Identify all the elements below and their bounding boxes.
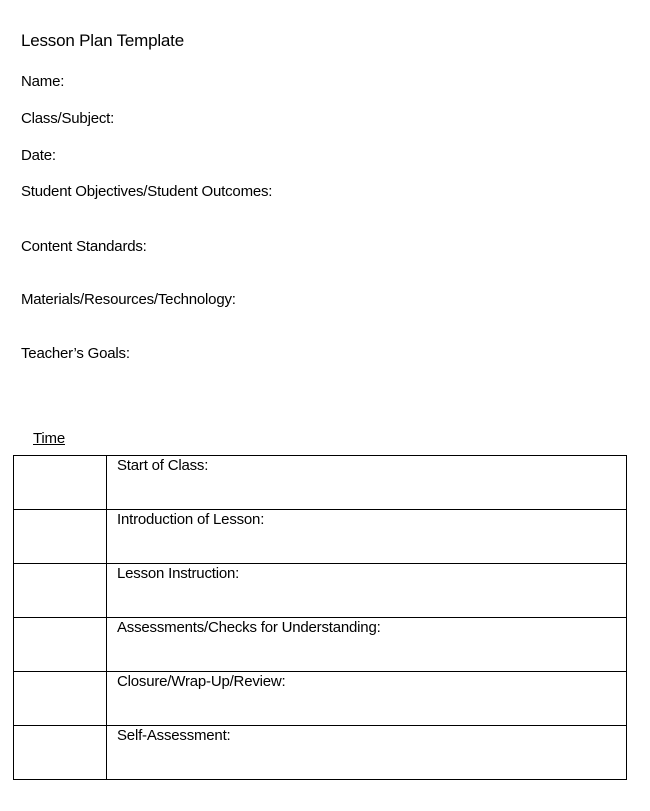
date-field-label: Date:: [21, 147, 56, 164]
content-standards-field-label: Content Standards:: [21, 238, 147, 255]
time-cell: [14, 726, 107, 780]
table-row: [14, 456, 627, 510]
table-row: [14, 726, 627, 780]
time-column-header: Time: [33, 430, 65, 447]
table-row: [14, 564, 627, 618]
table-row: [14, 510, 627, 564]
activity-cell: [107, 564, 627, 618]
activity-cell: [107, 726, 627, 780]
time-cell: [14, 672, 107, 726]
class-subject-field-label: Class/Subject:: [21, 110, 115, 127]
activity-label: Introduction of Lesson:: [117, 511, 265, 528]
activity-label: Lesson Instruction:: [117, 565, 240, 582]
activity-cell: [107, 510, 627, 564]
objectives-field-label: Student Objectives/Student Outcomes:: [21, 183, 273, 200]
name-field-label: Name:: [21, 73, 65, 90]
activity-label: Self-Assessment:: [117, 727, 231, 744]
activity-cell: [107, 618, 627, 672]
activity-cell: [107, 672, 627, 726]
activity-label: Assessments/Checks for Understanding:: [117, 619, 381, 636]
activity-label: Start of Class:: [117, 457, 209, 474]
teachers-goals-field-label: Teacher’s Goals:: [21, 345, 130, 362]
table-row: [14, 618, 627, 672]
table-row: [14, 672, 627, 726]
time-cell: [14, 618, 107, 672]
materials-field-label: Materials/Resources/Technology:: [21, 291, 236, 308]
time-cell: [14, 510, 107, 564]
document-title: Lesson Plan Template: [21, 31, 184, 50]
activity-cell: [107, 456, 627, 510]
schedule-table: [13, 455, 627, 780]
activity-label: Closure/Wrap-Up/Review:: [117, 673, 286, 690]
time-cell: [14, 564, 107, 618]
time-cell: [14, 456, 107, 510]
